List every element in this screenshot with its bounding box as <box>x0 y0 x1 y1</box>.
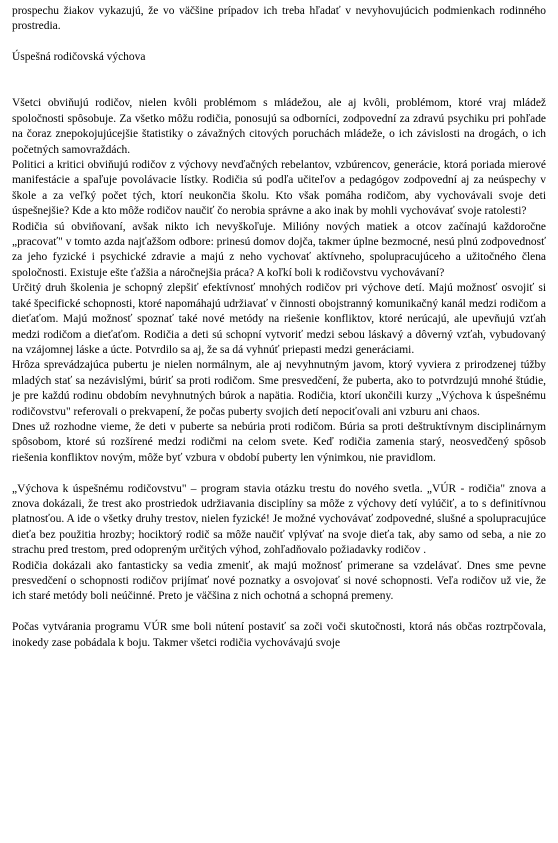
paragraph-5: Hrôza sprevádzajúca pubertu je nielen normálnym, ale aj nevyhnutným javom, ktorý vyviera z prirodzenej túžby mladých stať sa nezávislými, búriť sa proti rodičom. Sme presvedčení, že puberta, ako to potvrdzujú mnohé štúdie, je pre každú rodinu obdobím nevyhnutných búrok a napätia. Rodičia, ktorí ukončili kurzy „Výchova k úspešnému rodičovstvu" referovali o prekvapení, že počas puberty svojich detí nepociťovali ani vzburu ani chaos. <box>12 359 546 418</box>
paragraph-6: Dnes už rozhodne vieme, že deti v puberte sa nebúria proti rodičom. Búria sa proti deštruktívnym disciplinárnym spôsobom, ktoré sú rozšírené medzi rodičmi na celom svete. Keď rodičia zamenia starý, neosvedčený spôsob riešenia konfliktov novým, môže byť vzbura v období puberty len výnimkou, nie pravidlom. <box>12 420 546 464</box>
spacer <box>12 66 546 97</box>
spacer <box>12 35 546 50</box>
intro-fragment: prospechu žiakov vykazujú, že vo väčšine prípadov ich treba hľadať v nevyhovujúcich podmienkach rodinného prostredia. <box>12 5 546 33</box>
paragraph-3: Rodičia sú obviňovaní, avšak nikto ich nevyškoľuje. Milióny nových matiek a otcov začínajú každoročne „pracovať" v tomto azda najťažšom odbore: prinesú domov dojča, takmer úplne bezmocné, nesú plnú zodpovednosť za jeho fyzické i psychické zdravie a majú z neho vychovať aktívneho, spolupracujúceho a užitočného člena spoločnosti. Existuje ešte ťažšia a náročnejšia práca? A koľkí boli k rodičovstvu vychovávaní? <box>12 220 546 279</box>
paragraph-8: Rodičia dokázali ako fantasticky sa vedia zmeniť, ak majú možnosť primerane sa vzdelávať. Dnes sme pevne presvedčení o schopnosti rodičov prijímať nové poznatky a osvojovať si nové schopnosti. Veľa rodičov už vie, že ich staré metódy boli neúčinné. Preto je väčšina z nich ochotná a schopná premeny. <box>12 559 546 603</box>
section-title: Úspešná rodičovská výchova <box>12 51 146 64</box>
paragraph-9: Počas vytvárania programu VÚR sme boli nútení postaviť sa zoči voči skutočnosti, ktorá nás občas roztrpčovala, inokedy zase pobádala k boju. Takmer všetci rodičia vychovávajú svoje <box>12 621 546 649</box>
paragraph-1: Všetci obviňujú rodičov, nielen kvôli problémom s mládežou, ale aj kvôli, problémom, ktoré vraj mládež spoločnosti spôsobuje. Za všetko môžu rodičia, ponosujú sa odborníci, zodpovední za zdravú psychiku pri pohľade na čoraz znepokojujúcejšie štatistiky o závažných citových poruchách mládeže, o ich závislosti na drogách, o ich početných samovraždách. <box>12 97 546 156</box>
paragraph-7: „Výchova k úspešnému rodičovstvu" – program stavia otázku trestu do nového svetla. „VÚR - rodičia" znova a znova dokázali, že trest ako prostriedok udržiavania disciplíny sa môže z výchovy detí vylúčiť, a to s definitívnou platnosťou. A ide o všetky druhy trestov, nielen fyzické! Je možné vychovávať zodpovedné, slušné a spolupracujúce dieťa bez použitia hrozby; hociktorý rodič sa môže naučiť vplývať na svoje dieťa tak, aby samo od seba, a nie zo strachu pred trestom, pred odopreným určitých výhod, zohľadňovalo požiadavky rodičov . <box>12 482 546 557</box>
paragraph-2: Politici a kritici obviňujú rodičov z výchovy nevďačných rebelantov, vzbúrencov, generácie, ktorá poriada mierové manifestácie a spaľuje povolávacie lístky. Rodičia sú podľa učiteľov a pedagógov zodpovední aj za neúspechy v škole a za veľký počet tých, ktorí neukončia školu. Kto však pomáha rodičom, aby vychovávali svoje deti úspešnejšie? Kde a kto môže rodičov naučiť čo nerobia správne a ako inak by mohli vychovávať svoje ratolesti? <box>12 159 546 218</box>
spacer <box>12 466 546 481</box>
document-page <box>12 4 546 651</box>
spacer <box>12 605 546 620</box>
paragraph-4: Určitý druh školenia je schopný zlepšiť efektívnosť mnohých rodičov pri výchove detí. Majú možnosť osvojiť si také špecifické schopnosti, ktoré napomáhajú udržiavať v činnosti obojstranný komunikačný kanál medzi rodičom a dieťaťom. Majú možnosť spoznať také nové metódy na riešenie konfliktov, ktoré nerúcajú, ale upevňujú vzťah medzi rodičom a dieťaťom. Rodičia a deti sú schopní vytvoriť medzi sebou láskavý a dôverný vzťah, vybudovaný na vzájomnej láske a úcte. Potvrdilo sa aj, že sa dá vyhnúť priepasti medzi generáciami. <box>12 282 546 356</box>
